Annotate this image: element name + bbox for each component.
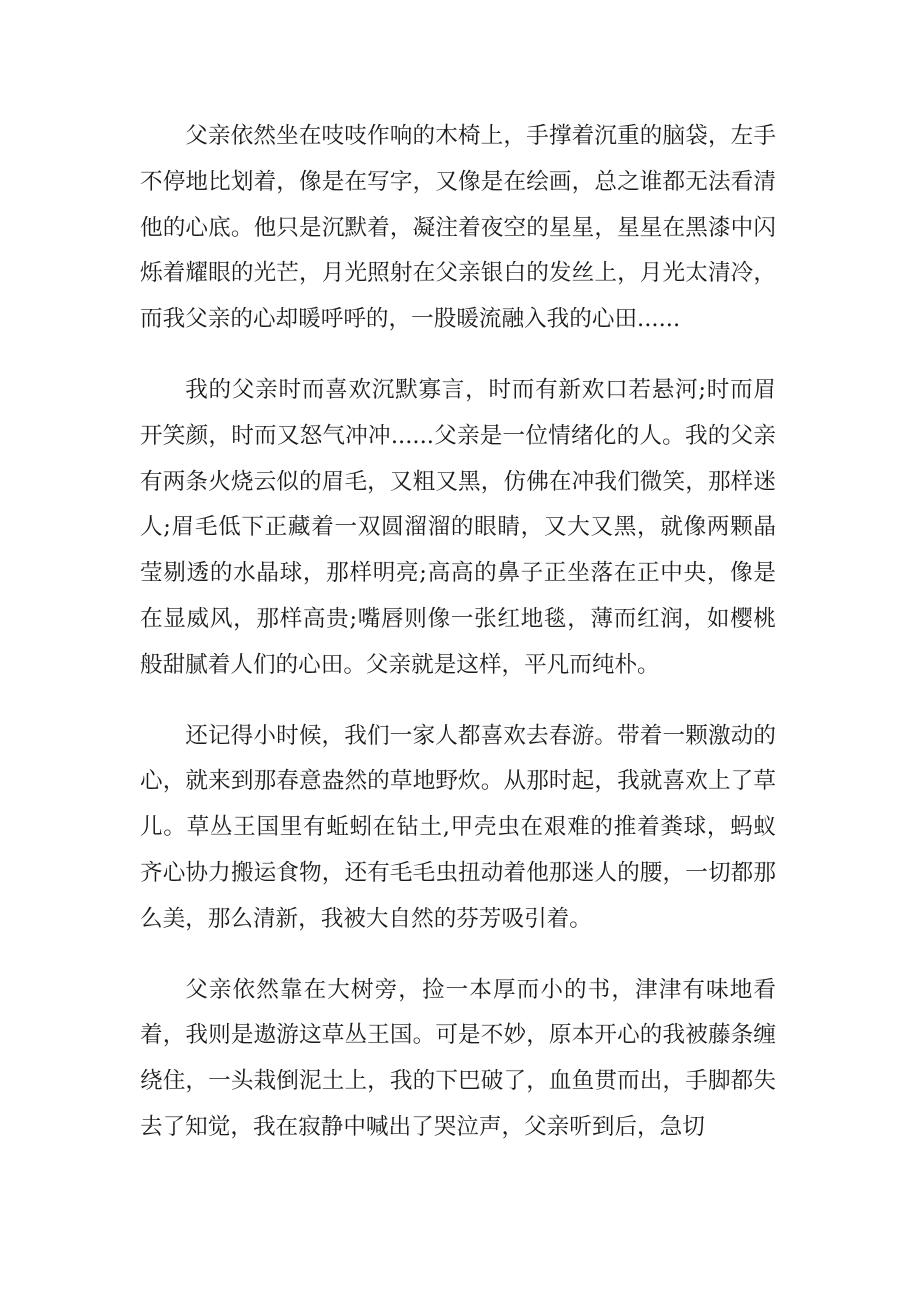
document-body bbox=[140, 114, 776, 1151]
paragraph-3: 还记得小时候，我们一家人都喜欢去春游。带着一颗激动的心，就来到那春意盎然的草地野炊。从那时起，我就喜欢上了草儿。草丛王国里有蚯蚓在钻土,甲壳虫在艰难的推着粪球，蚂蚁齐心协力搬运食物，还有毛毛虫扭动着他那迷人的腰，一切都那么美，那么清新，我被大自然的芬芳吸引着。 bbox=[140, 722, 776, 932]
paragraph-1: 父亲依然坐在吱吱作响的木椅上，手撑着沉重的脑袋，左手不停地比划着，像是在写字，又像是在绘画，总之谁都无法看清他的心底。他只是沉默着，凝注着夜空的星星，星星在黑漆中闪烁着耀眼的光芒，月光照射在父亲银白的发丝上，月光太清冷，而我父亲的心却暖呼呼的，一股暖流融入我的心田...... bbox=[140, 123, 776, 333]
paragraph-4: 父亲依然靠在大树旁，捡一本厚而小的书，津津有味地看着，我则是遨游这草丛王国。可是不妙，原本开心的我被藤条缠绕住，一头栽倒泥土上，我的下巴破了，血鱼贯而出，手脚都失去了知觉，我在寂静中喊出了哭泣声，父亲听到后，急切 bbox=[140, 976, 776, 1140]
paragraph-2: 我的父亲时而喜欢沉默寡言，时而有新欢口若悬河;时而眉开笑颜，时而又怒气冲冲......父亲是一位情绪化的人。我的父亲有两条火烧云似的眉毛，又粗又黑，仿佛在冲我们微笑，那样迷人;眉毛低下正藏着一双圆溜溜的眼睛，又大又黑，就像两颗晶莹剔透的水晶球，那样明亮;高高的鼻子正坐落在正中央，像是在显威风，那样高贵;嘴唇则像一张红地毯，薄而红润，如樱桃般甜腻着人们的心田。父亲就是这样，平凡而纯朴。 bbox=[140, 376, 776, 678]
